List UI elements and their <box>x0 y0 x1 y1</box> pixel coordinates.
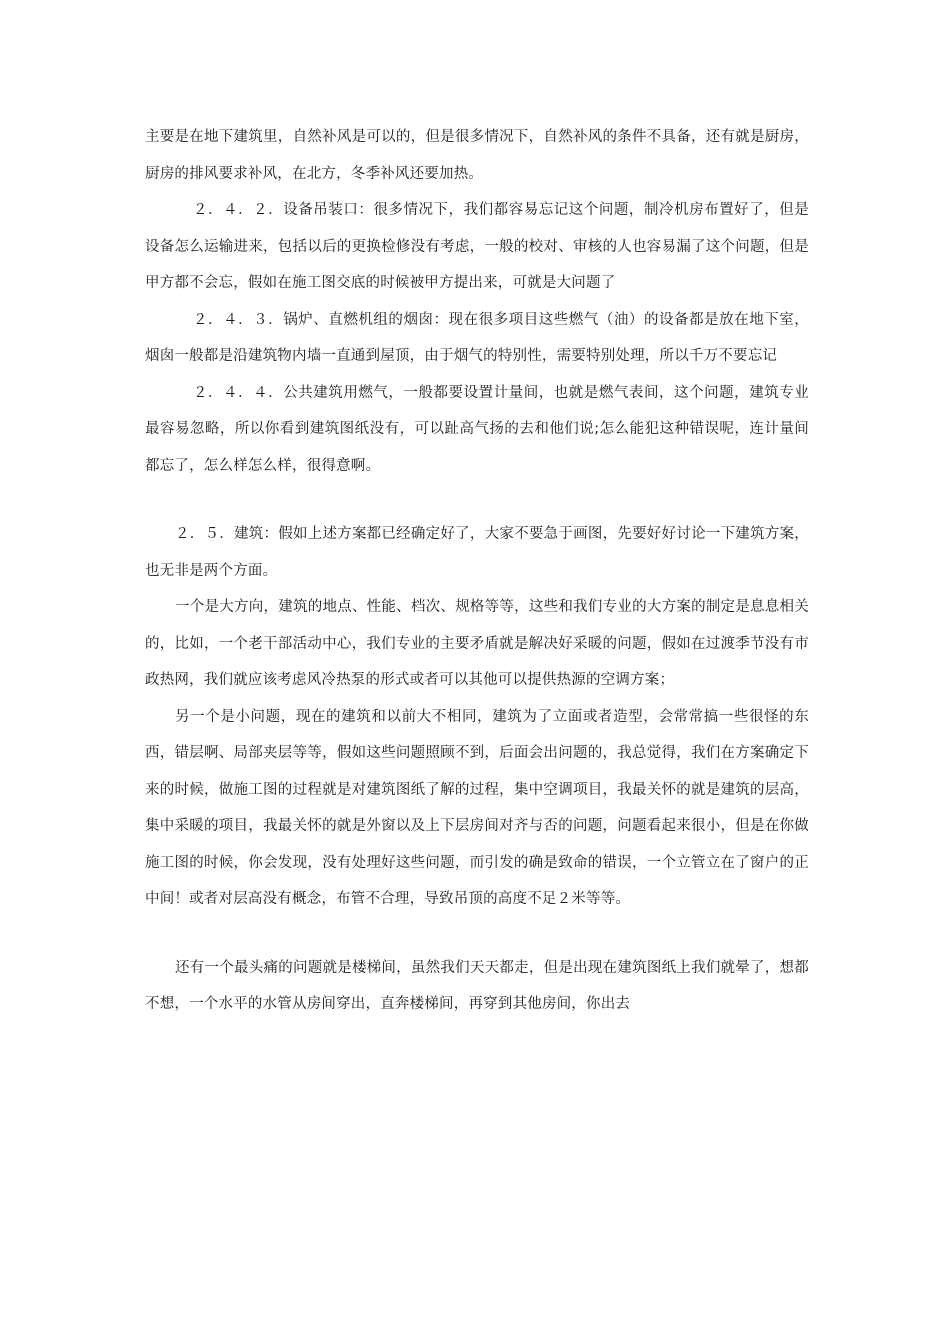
paragraph-small-issues: 另一个是小问题，现在的建筑和以前大不相同，建筑为了立面或者造型，会常常搞一些很怪的东西，错层啊、局部夹层等等，假如这些问题照顾不到，后面会出问题的，我总觉得，我们在方案确定下来的时候，做施工图的过程就是对建筑图纸了解的过程，集中空调项目，我最关怀的就是建筑的层高，集中采暖的项目，我最关怀的就是外窗以及上下层房间对齐与否的问题，问题看起来很小，但是在你做施工图的时候，你会发现，没有处理好这些问题，而引发的确是致命的错误，一个立管立在了窗户的正中间！或者对层高没有概念，布管不合理，导致吊顶的高度不足２米等等。 <box>145 708 809 907</box>
document-body <box>145 119 809 1023</box>
paragraph-ventilation-makeup: 主要是在地下建筑里，自然补风是可以的，但是很多情况下，自然补风的条件不具备，还有就是厨房，厨房的排风要求补风，在北方，冬季补风还要加热。 <box>145 129 809 182</box>
paragraph-2-4-4-gas-metering: ２．４．４．公共建筑用燃气，一般都要设置计量间，也就是燃气表间，这个问题，建筑专业最容易忽略，所以你看到建筑图纸没有，可以趾高气扬的去和他们说;怎么能犯这种错误呢，连计量间都忘了，怎么样怎么样，很得意啊。 <box>145 384 809 474</box>
paragraph-2-4-3-boiler-chimney: ２．４．３．锅炉、直燃机组的烟囱：现在很多项目这些燃气（油）的设备都是放在地下室，烟囱一般都是沿建筑物内墙一直通到屋顶，由于烟气的特别性，需要特别处理，所以千万不要忘记 <box>145 311 809 364</box>
paragraph-2-5-architecture: ２．５．建筑：假如上述方案都已经确定好了，大家不要急于画图，先要好好讨论一下建筑方案，也无非是两个方面。 <box>145 526 809 579</box>
paragraph-spacer <box>145 918 809 950</box>
paragraph-staircase: 还有一个最头痛的问题就是楼梯间，虽然我们天天都走，但是出现在建筑图纸上我们就晕了，想都不想，一个水平的水管从房间穿出，直奔楼梯间，再穿到其他房间，你出去 <box>145 959 809 1012</box>
paragraph-spacer <box>145 484 809 516</box>
paragraph-big-direction: 一个是大方向，建筑的地点、性能、档次、规格等等，这些和我们专业的大方案的制定是息息相关的，比如，一个老干部活动中心，我们专业的主要矛盾就是解决好采暖的问题，假如在过渡季节没有市政热网，我们就应该考虑风冷热泵的形式或者可以其他可以提供热源的空调方案； <box>145 599 809 688</box>
paragraph-2-4-2-equipment-hoisting: ２．４．２．设备吊装口：很多情况下，我们都容易忘记这个问题，制冷机房布置好了，但是设备怎么运输进来，包括以后的更换检修没有考虑，一般的校对、审核的人也容易漏了这个问题，但是甲方都不会忘，假如在施工图交底的时候被甲方提出来，可就是大问题了 <box>145 202 809 291</box>
